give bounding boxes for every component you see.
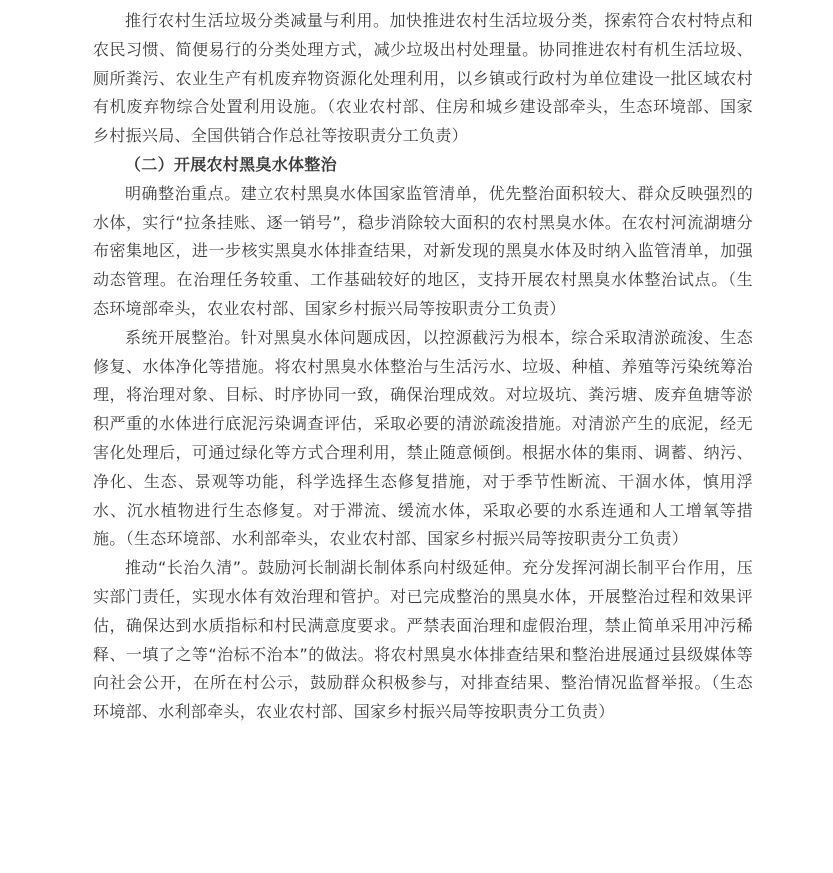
paragraph-long-term-governance: 推动“长治久清”。鼓励河长制湖长制体系向村级延伸。充分发挥河湖长制平台作用，压实部门责任，实现水体有效治理和管护。对已完成整治的黑臭水体，开展整治过程和效果评估，确保达到水质指标和村民满意度要求。严禁表面治理和虚假治理，禁止简单采用冲污稀释、一填了之等“治标不治本”的做法。将农村黑臭水体排查结果和整治进展通过县级媒体等向社会公开，在所在村公示，鼓励群众积极参与，对排查结果、整治情况监督举报。（生态环境部、水利部牵头，农业农村部、国家乡村振兴局等按职责分工负责） <box>93 558 753 722</box>
paragraph-systematic-remediation: 系统开展整治。针对黑臭水体问题成因，以控源截污为根本，综合采取清淤疏浚、生态修复、水体净化等措施。将农村黑臭水体整治与生活污水、垃圾、种植、养殖等污染统筹治理，将治理对象、目标、时序协同一致，确保治理成效。对垃圾坑、粪污塘、废弃鱼塘等淤积严重的水体进行底泥污染调查评估，采取必要的清淤疏浚措施。对清淤产生的底泥，经无害化处理后，可通过绿化等方式合理利用，禁止随意倾倒。根据水体的集雨、调蓄、纳污、净化、生态、景观等功能，科学选择生态修复措施，对于季节性断流、干涸水体，慎用浮水、沉水植物进行生态修复。对于滞流、缓流水体，采取必要的水系连通和人工增氧等措施。（生态环境部、水利部牵头，农业农村部、国家乡村振兴局等按职责分工负责） <box>93 327 753 549</box>
document-body <box>93 7 753 727</box>
paragraph-clarify-priorities: 明确整治重点。建立农村黑臭水体国家监管清单，优先整治面积较大、群众反映强烈的水体，实行“拉条挂账、逐一销号”，稳步消除较大面积的农村黑臭水体。在农村河流湖塘分布密集地区，进一步核实黑臭水体排查结果，对新发现的黑臭水体及时纳入监管清单，加强动态管理。在治理任务较重、工作基础较好的地区，支持开展农村黑臭水体整治试点。（生态环境部牵头，农业农村部、国家乡村振兴局等按职责分工负责） <box>93 183 753 318</box>
section-heading-black-odorous-water: （二）开展农村黑臭水体整治 <box>125 154 337 174</box>
paragraph-garbage-sorting: 推行农村生活垃圾分类减量与利用。加快推进农村生活垃圾分类，探索符合农村特点和农民习惯、简便易行的分类处理方式，减少垃圾出村处理量。协同推进农村有机生活垃圾、厕所粪污、农业生产有机废弃物资源化处理利用，以乡镇或行政村为单位建设一批区域农村有机废弃物综合处置利用设施。（农业农村部、住房和城乡建设部牵头，生态环境部、国家乡村振兴局、全国供销合作总社等按职责分工负责） <box>93 11 753 146</box>
